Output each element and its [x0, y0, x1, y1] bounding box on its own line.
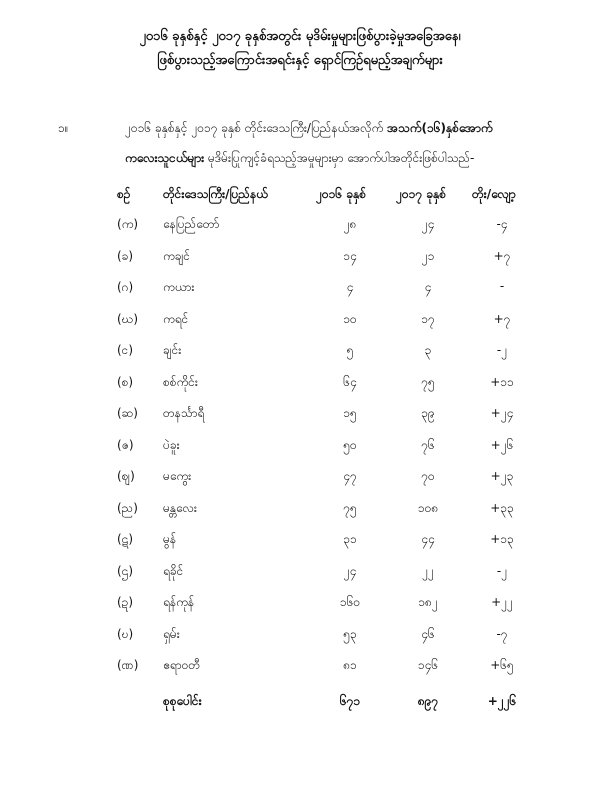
- header-no: စဉ်: [117, 187, 131, 201]
- table-row: [0, 531, 600, 551]
- row-2017: ၇၀: [421, 469, 435, 483]
- row-change: -၂: [496, 564, 508, 578]
- row-change: -၄: [496, 217, 508, 231]
- row-2016: ၁၄: [343, 249, 357, 263]
- row-number: (ည): [117, 501, 138, 515]
- row-2016: ၅၃: [343, 627, 357, 641]
- row-change: +၃၃: [490, 501, 514, 515]
- intro-line-1-text: ၂၀၁၆ ခုနှစ်နှင့် ၂၀၁၇ ခုနှစ် တိုင်းဒေသကြီး/ပြည်နယ်အလိုက်: [125, 121, 384, 135]
- table-row: [0, 563, 600, 583]
- row-number: (ဈ): [117, 469, 135, 483]
- row-region: ပဲခူး: [163, 438, 180, 452]
- row-2016: ၅၀: [343, 438, 357, 452]
- table-row: [0, 405, 600, 425]
- table-row: [0, 626, 600, 646]
- row-number: (ဌ): [117, 564, 134, 578]
- row-number: (ဃ): [117, 312, 139, 326]
- row-change: +၂၃: [490, 469, 514, 483]
- row-number: (စ): [117, 375, 134, 389]
- total-change: +၂၂၆: [487, 694, 517, 708]
- header-2016: ၂၀၁၆ ခုနှစ်: [316, 187, 367, 201]
- row-region: ရှမ်း: [163, 627, 180, 641]
- header-2017: ၂၀၁၇ ခုနှစ်: [396, 187, 447, 201]
- table-total-row: [0, 693, 600, 713]
- row-number: (ဏ): [117, 658, 139, 672]
- table-row: [0, 500, 600, 520]
- table-row: [0, 216, 600, 236]
- row-change: -၇: [496, 627, 508, 641]
- row-number: (ဋ): [117, 532, 134, 546]
- row-2016: ၃၁: [343, 532, 357, 546]
- header-region: တိုင်းဒေသကြီး/ပြည်နယ်: [163, 187, 268, 201]
- table-row: [0, 342, 600, 362]
- row-2017: ၂၁: [421, 249, 435, 263]
- table-row: [0, 468, 600, 488]
- row-change: -: [499, 279, 505, 293]
- row-2016: ၇၅: [343, 501, 357, 515]
- row-2016: ၁၆၀: [339, 595, 361, 609]
- row-2016: ၁၀: [343, 312, 357, 326]
- row-2017: ၂၂: [422, 564, 434, 578]
- row-number: (င): [117, 343, 134, 357]
- total-2017: ၈၉၇: [417, 694, 439, 708]
- row-2017: ၁၄၆: [417, 658, 439, 672]
- row-change: +၂၂: [491, 595, 513, 609]
- intro-line-1-bold: အသက်(၁၆)နှစ်အောက်: [387, 121, 493, 135]
- table-row: [0, 657, 600, 677]
- table-row: [0, 279, 600, 299]
- row-2016: ၅: [346, 343, 354, 357]
- row-region: ကချင်: [163, 249, 191, 263]
- row-2016: ၄: [346, 280, 354, 294]
- row-change: +၇: [493, 312, 511, 326]
- intro-line-2-text: မုဒိမ်းပြုကျင့်ခံရသည့်အမှုများမှာ အောက်ပါအတိုင်းဖြစ်ပါသည်-: [204, 151, 475, 165]
- row-change: +၂၄: [490, 406, 514, 420]
- row-2017: ၄: [424, 280, 432, 294]
- row-region: ချင်း: [163, 343, 182, 357]
- row-2017: ၁၀၈: [417, 501, 439, 515]
- row-change: +၇: [493, 249, 511, 263]
- total-label: စုစုပေါင်း: [163, 694, 202, 708]
- row-2017: ၃: [424, 343, 432, 357]
- document-title-line-2: ဖြစ်ပွားသည့်အကြောင်းအရင်းနှင့် ရှောင်ကြဉ်ရမည့်အချက်များ: [157, 53, 443, 68]
- row-change: +၁၁: [490, 375, 514, 389]
- row-2016: ၄၇: [343, 469, 357, 483]
- row-change: +၂၆: [490, 438, 514, 452]
- row-2016: ၈၁: [343, 658, 357, 672]
- row-2016: ၂၄: [343, 564, 357, 578]
- row-region: ရန်ကုန်: [163, 595, 195, 609]
- paragraph-number: ၁။: [58, 121, 69, 135]
- row-region: ဧရာဝတီ: [163, 658, 200, 672]
- row-number: (ဎ): [117, 627, 134, 641]
- table-row: [0, 311, 600, 331]
- row-region: ကရင်: [163, 312, 189, 326]
- table-row: [0, 374, 600, 394]
- row-region: စစ်ကိုင်း: [163, 375, 198, 389]
- row-change: +၁၃: [490, 532, 514, 546]
- row-2017: ၁၇: [421, 312, 435, 326]
- document-title-line-1: ၂၀၁၆ ခုနှစ်နှင့် ၂၀၁၇ ခုနှစ်အတွင်း မုဒိမ်းမှုများဖြစ်ပွားခဲ့မှုအခြေအနေ၊: [139, 29, 461, 44]
- intro-line-2-bold: ကလေးသူငယ်များ: [125, 151, 205, 165]
- row-2017: ၇၆: [421, 438, 435, 452]
- row-number: (က): [117, 217, 139, 231]
- row-number: (ဆ): [117, 406, 138, 420]
- row-2016: ၆၄: [343, 375, 357, 389]
- row-2017: ၃၉: [421, 406, 435, 420]
- total-2016: ၆၇၁: [339, 694, 361, 708]
- row-region: နေပြည်တော်: [163, 217, 220, 231]
- row-change: -၂: [496, 343, 508, 357]
- row-region: ကယား: [163, 280, 195, 294]
- row-region: တနင်္သာရီ: [163, 406, 205, 420]
- table-row: [0, 437, 600, 457]
- row-number: (ဍ): [117, 595, 134, 609]
- table-row: [0, 594, 600, 614]
- row-2017: ၄၆: [421, 627, 435, 641]
- header-change: တိုး/လျော့: [472, 187, 516, 201]
- row-region: မကွေး: [163, 469, 192, 483]
- row-region: ရခိုင်: [163, 564, 184, 578]
- row-2016: ၁၅: [343, 406, 357, 420]
- row-2016: ၂၈: [343, 217, 357, 231]
- row-2017: ၄၄: [421, 532, 435, 546]
- row-2017: ၂၄: [421, 217, 435, 231]
- row-region: မန္တလေး: [163, 501, 197, 515]
- row-2017: ၇၅: [421, 375, 435, 389]
- row-number: (ဂ): [117, 280, 134, 294]
- row-2017: ၁၈၂: [418, 595, 438, 609]
- row-change: +၆၅: [490, 658, 514, 672]
- row-region: မွန်: [163, 532, 177, 546]
- row-number: (ဇ): [117, 438, 134, 452]
- table-row: [0, 248, 600, 268]
- row-number: (ခ): [117, 249, 134, 263]
